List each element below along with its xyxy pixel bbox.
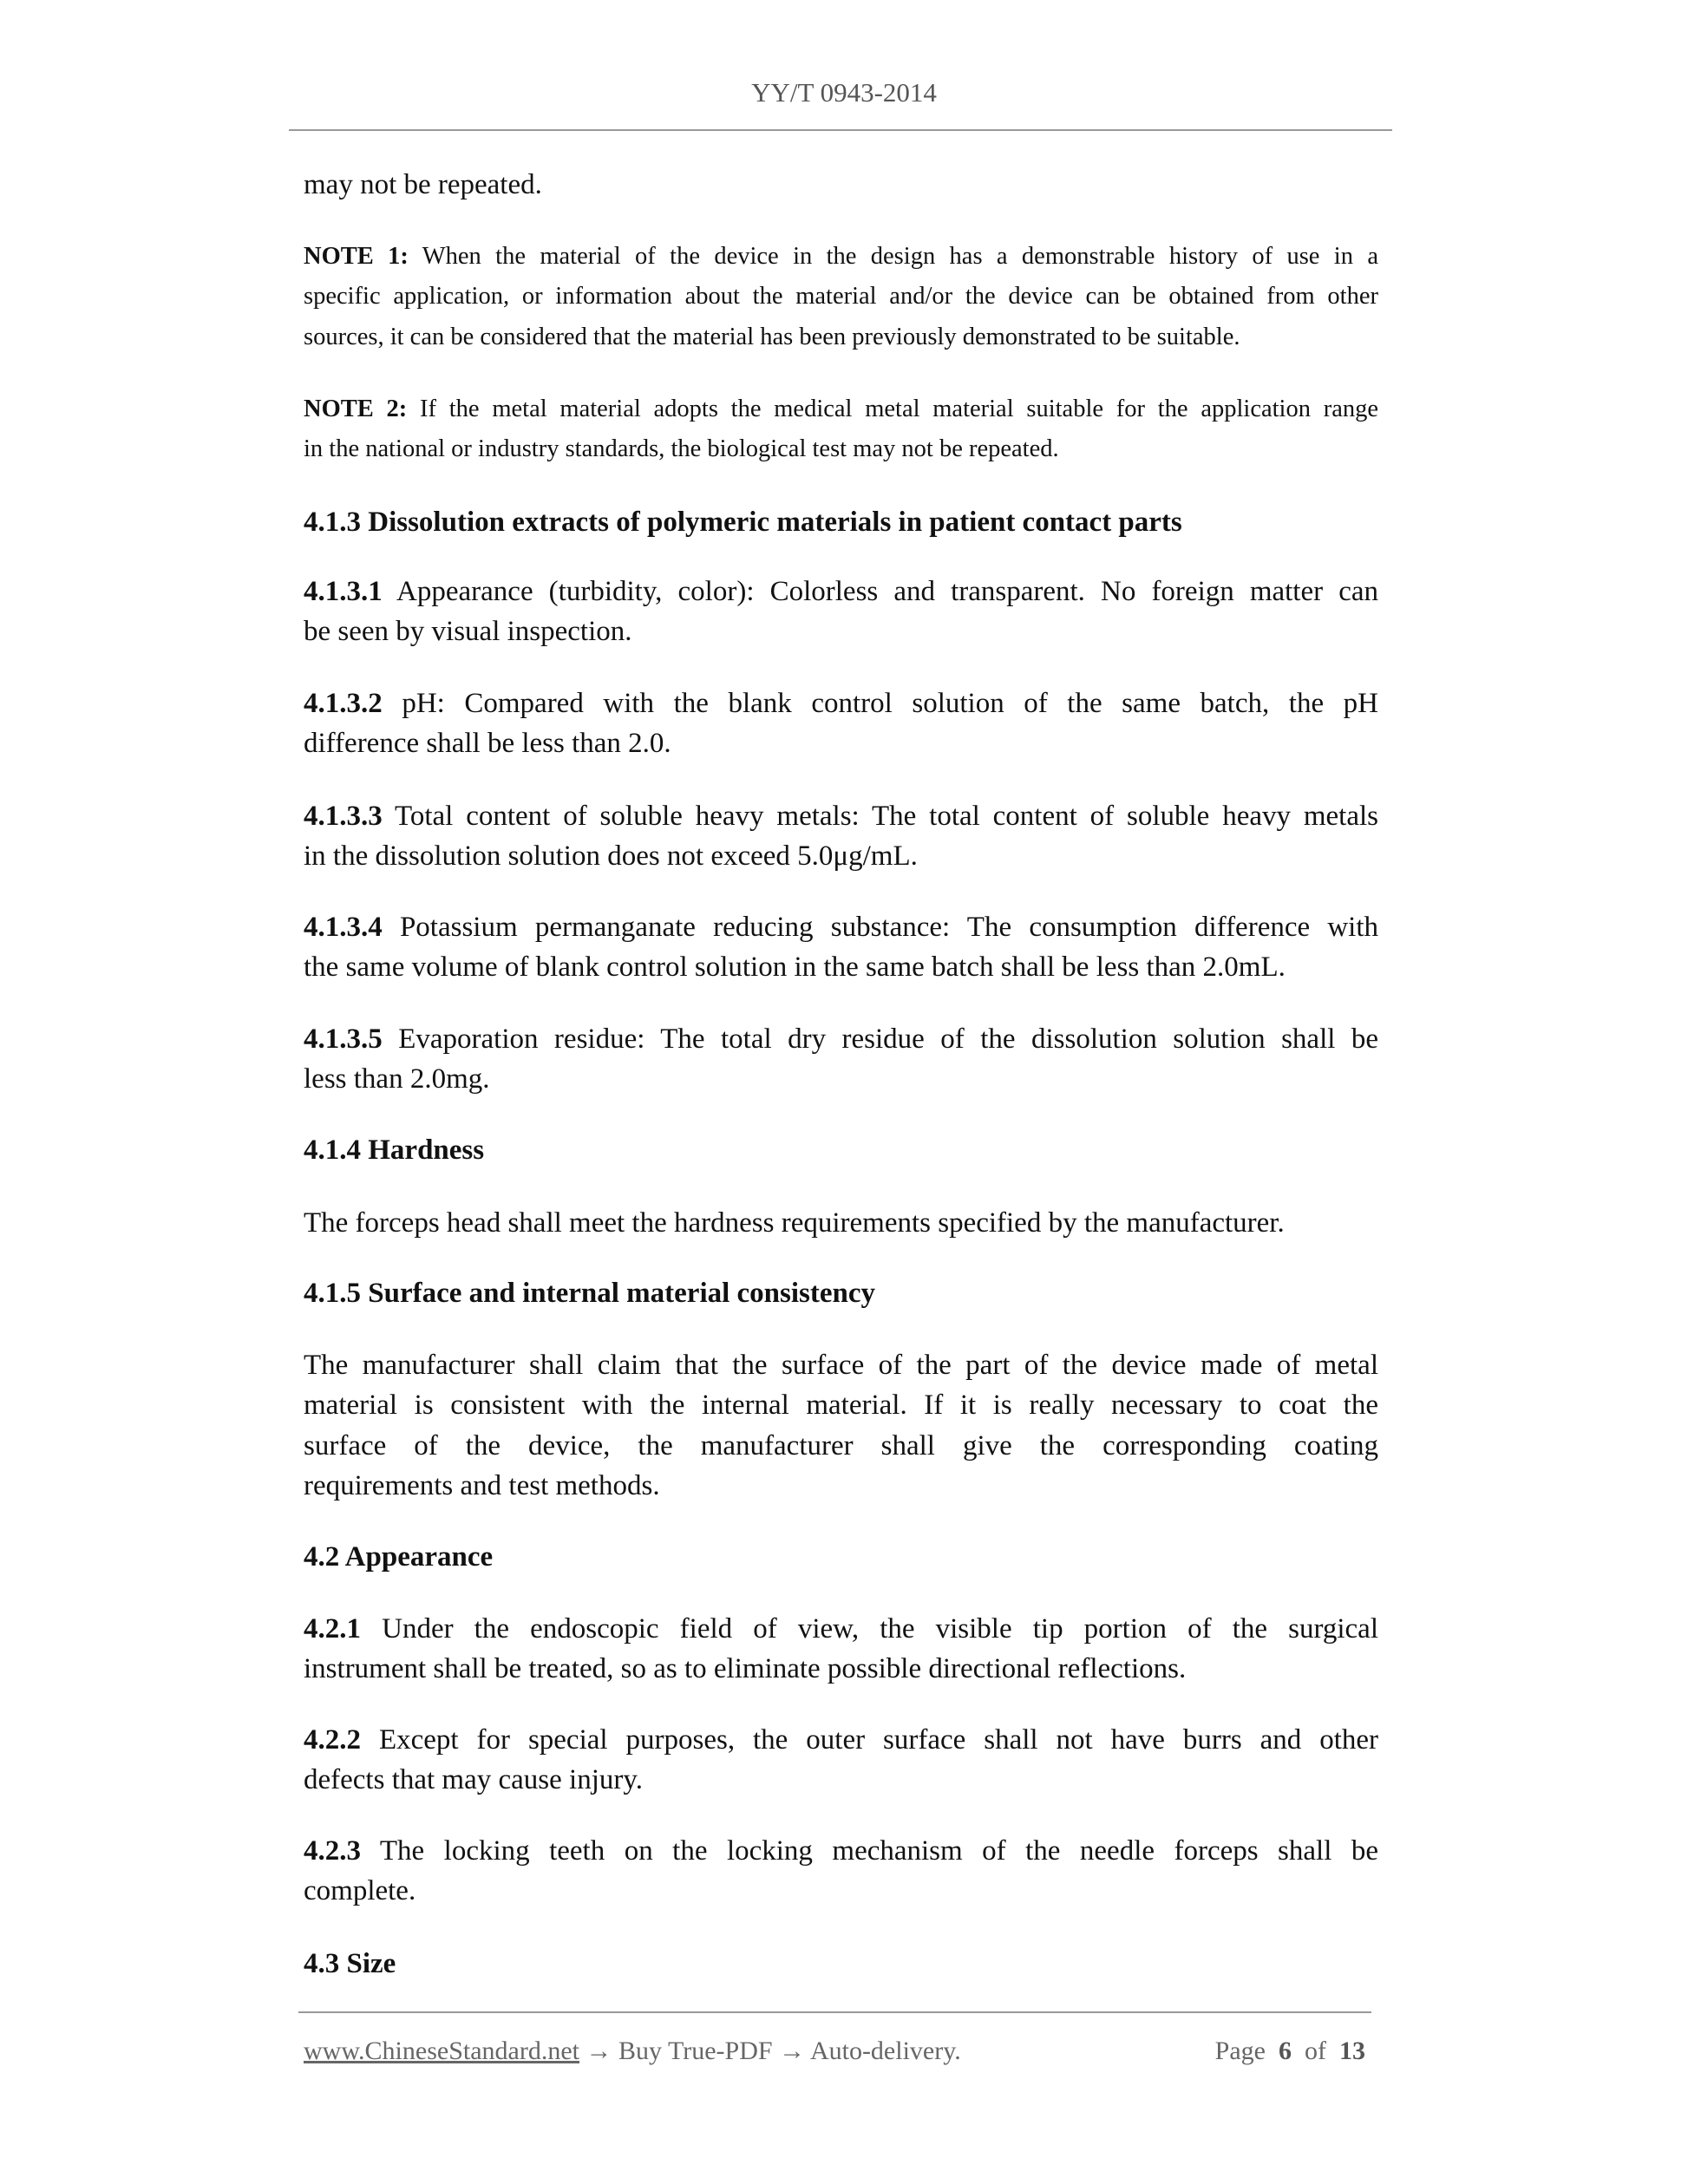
text-line (304, 1466, 1378, 1506)
text-line (304, 1273, 1378, 1313)
line-text: The locking teeth on the locking mechanism of the needle forceps shall be (379, 1835, 1378, 1867)
paragraph (304, 907, 1378, 988)
line-text: 4.3 Size (304, 1948, 396, 1979)
line-text: in the national or industry standards, the biological test may not be repeated. (304, 435, 1059, 463)
text-line (304, 1537, 1378, 1577)
arrow-icon: → (779, 2037, 806, 2065)
paragraph (304, 1345, 1378, 1507)
clause-label: 4.1.3.4 (304, 912, 383, 943)
line-text: sources, it can be considered that the material has been previously demonstrated to be suitable. (304, 323, 1240, 350)
delivery-text: Auto-delivery. (809, 2037, 961, 2065)
page-number: 6 (1279, 2037, 1292, 2065)
text-line (304, 1720, 1378, 1760)
line-text: surface of the device, the manufacturer shall give the corresponding coating (304, 1429, 1378, 1461)
text-line (304, 1426, 1378, 1466)
text-line (304, 683, 1378, 723)
section-heading (304, 1944, 1378, 1984)
document-id-header: YY/T 0943-2014 (751, 77, 937, 108)
paragraph (304, 1203, 1378, 1243)
section-heading (304, 1130, 1378, 1170)
note-paragraph (304, 389, 1378, 470)
footer-rule (298, 2011, 1371, 2013)
line-text: requirements and test methods. (304, 1470, 660, 1502)
text-line (304, 836, 1378, 876)
text-line (304, 1944, 1378, 1984)
paragraph (304, 1720, 1378, 1801)
line-text: Under the endoscopic field of view, the visible tip portion of the surgical (382, 1613, 1378, 1645)
line-text: 4.1.5 Surface and internal material consistency (304, 1278, 876, 1309)
header-rule (289, 129, 1392, 131)
line-text: Potassium permanganate reducing substance: The consumption difference with (399, 912, 1378, 943)
text-line (304, 947, 1378, 987)
text-line (304, 1831, 1378, 1871)
line-text: the same volume of blank control solution in the same batch shall be less than 2.0mL. (304, 951, 1286, 984)
text-line (304, 1203, 1378, 1243)
text-line (304, 1385, 1378, 1425)
clause-label: 4.1.3.1 (304, 576, 383, 607)
line-text: instrument shall be treated, so as to eliminate possible directional reflections. (304, 1653, 1187, 1685)
paragraph (304, 1609, 1378, 1690)
text-line (304, 317, 1378, 357)
text-line (304, 1345, 1378, 1385)
line-text: If the metal material adopts the medical metal material suitable for the application range (420, 396, 1379, 422)
line-text: in the dissolution solution does not exceed 5.0μg/mL. (304, 840, 918, 873)
clause-label: 4.2.1 (304, 1613, 361, 1645)
text-line (304, 907, 1378, 947)
text-line (304, 429, 1378, 469)
page-indicator (1215, 2034, 1365, 2069)
text-line (304, 572, 1378, 611)
text-line (304, 1130, 1378, 1170)
clause-label: 4.1.3.3 (304, 801, 383, 832)
line-text: pH: Compared with the blank control solution of the same batch, the pH (402, 688, 1378, 719)
clause-label: NOTE 1: (304, 243, 409, 270)
line-text: The manufacturer shall claim that the surface of the part of the device made of metal (304, 1350, 1378, 1381)
clause-label: 4.2.3 (304, 1835, 361, 1867)
line-text: defects that may cause injury. (304, 1764, 643, 1796)
paragraph (304, 1019, 1378, 1100)
paragraph (304, 796, 1378, 877)
text-line (304, 1019, 1378, 1059)
line-text: complete. (304, 1875, 416, 1907)
line-text: difference shall be less than 2.0. (304, 728, 671, 760)
note-paragraph (304, 237, 1378, 357)
text-line (304, 1871, 1378, 1911)
text-line (304, 502, 1378, 542)
of-label: of (1305, 2037, 1326, 2065)
page-total: 13 (1339, 2037, 1365, 2065)
clause-label: NOTE 2: (304, 396, 408, 422)
paragraph (304, 1831, 1378, 1912)
footer (304, 2034, 1365, 2069)
text-line (304, 165, 1378, 205)
line-text: 4.1.4 Hardness (304, 1135, 485, 1166)
line-text: Appearance (turbidity, color): Colorless and transparent. No foreign matter can (396, 576, 1378, 607)
clause-label: 4.1.3.5 (304, 1023, 383, 1055)
text-line (304, 389, 1378, 429)
website-link[interactable]: www.ChineseStandard.net (304, 2037, 579, 2065)
line-text: Evaporation residue: The total dry residue of the dissolution solution shall be (398, 1023, 1378, 1055)
line-text: less than 2.0mg. (304, 1063, 490, 1095)
text-line (304, 237, 1378, 277)
paragraph (304, 683, 1378, 764)
page-label: Page (1214, 2037, 1266, 2065)
text-line (304, 611, 1378, 651)
line-text: The forceps head shall meet the hardness requirements specified by the manufacturer. (304, 1207, 1285, 1239)
text-line (304, 277, 1378, 317)
clause-label: 4.2.2 (304, 1724, 361, 1756)
text-line (304, 723, 1378, 763)
line-text: specific application, or information about the material and/or the device can be obtained from other (304, 283, 1378, 311)
clause-label: 4.1.3.2 (304, 688, 383, 719)
buy-text: Buy True-PDF (618, 2037, 773, 2065)
line-text: 4.1.3 Dissolution extracts of polymeric materials in patient contact parts (304, 507, 1182, 538)
line-text: Total content of soluble heavy metals: The total content of soluble heavy metals (395, 801, 1378, 832)
line-text: 4.2 Appearance (304, 1541, 494, 1573)
line-text: material is consistent with the internal material. If it is really necessary to coat the (304, 1390, 1378, 1422)
line-text: may not be repeated. (304, 169, 542, 200)
line-text: When the material of the device in the design has a demonstrable history of use in a (422, 243, 1378, 270)
paragraph (304, 572, 1378, 652)
arrow-icon: → (586, 2037, 612, 2065)
section-heading (304, 1537, 1378, 1577)
text-line (304, 1649, 1378, 1689)
section-heading (304, 502, 1378, 542)
text-line (304, 1609, 1378, 1649)
paragraph (304, 165, 1378, 205)
text-line (304, 1059, 1378, 1099)
text-line (304, 796, 1378, 836)
line-text: Except for special purposes, the outer surface shall not have burrs and other (378, 1724, 1379, 1756)
text-line (304, 1760, 1378, 1800)
section-heading (304, 1273, 1378, 1313)
line-text: be seen by visual inspection. (304, 616, 632, 648)
